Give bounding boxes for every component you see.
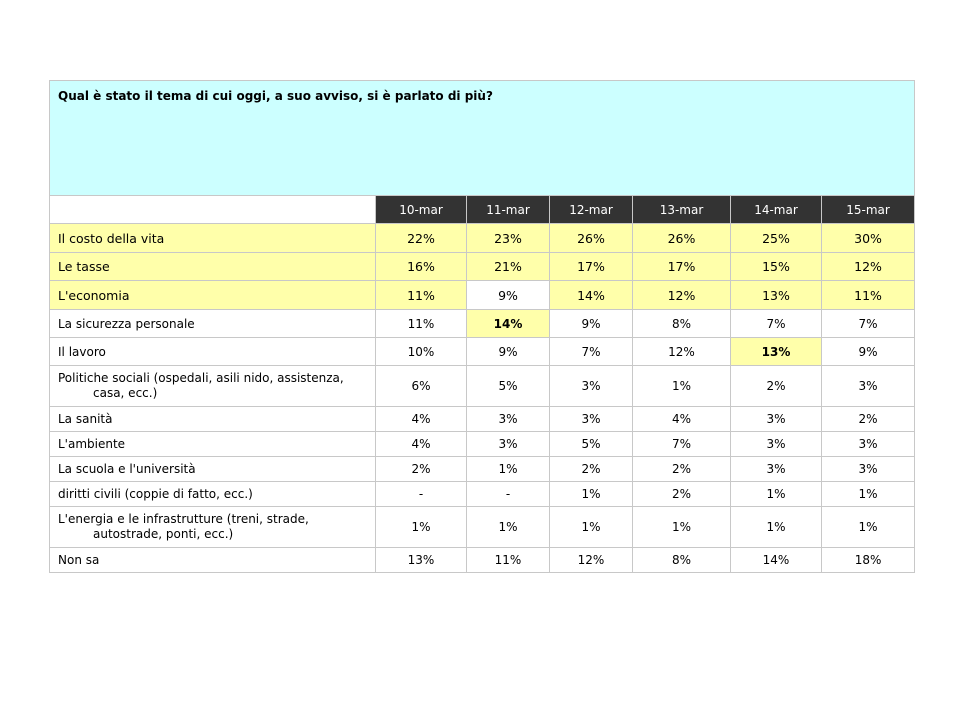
row-label: La scuola e l'università (50, 457, 376, 482)
row-label (50, 507, 376, 548)
value-cell: 25% (731, 224, 822, 253)
value-cell: 1% (376, 507, 467, 548)
value-cell: 7% (633, 432, 731, 457)
table-row (50, 407, 915, 432)
row-label: L'economia (50, 281, 376, 310)
survey-table (49, 80, 915, 573)
table-row (50, 281, 915, 310)
row-label: Le tasse (50, 253, 376, 281)
value-cell: 13% (731, 338, 822, 366)
question-row (50, 81, 915, 196)
value-cell: 2% (633, 457, 731, 482)
value-cell: 2% (822, 407, 915, 432)
value-cell: 12% (550, 548, 633, 573)
value-cell: 9% (822, 338, 915, 366)
value-cell: 4% (633, 407, 731, 432)
value-cell: 22% (376, 224, 467, 253)
value-cell: 4% (376, 432, 467, 457)
value-cell: 10% (376, 338, 467, 366)
value-cell: 18% (822, 548, 915, 573)
value-cell: 1% (822, 482, 915, 507)
value-cell: 2% (550, 457, 633, 482)
value-cell: 2% (731, 366, 822, 407)
value-cell: 13% (376, 548, 467, 573)
row-label: Il lavoro (50, 338, 376, 366)
value-cell: 3% (731, 457, 822, 482)
value-cell: 1% (467, 507, 550, 548)
table-row (50, 253, 915, 281)
table-row (50, 457, 915, 482)
value-cell: 4% (376, 407, 467, 432)
value-cell: 1% (633, 507, 731, 548)
value-cell: 14% (550, 281, 633, 310)
value-cell: 3% (731, 407, 822, 432)
value-cell: 1% (731, 507, 822, 548)
row-label-line-1: Politiche sociali (ospedali, asili nido, assistenza, (58, 371, 344, 385)
header-row (50, 196, 915, 224)
value-cell: 3% (550, 366, 633, 407)
row-label: La sanità (50, 407, 376, 432)
value-cell: 26% (633, 224, 731, 253)
value-cell: 11% (376, 281, 467, 310)
value-cell: 5% (550, 432, 633, 457)
value-cell: 3% (550, 407, 633, 432)
value-cell: 3% (731, 432, 822, 457)
row-label: Non sa (50, 548, 376, 573)
value-cell: 23% (467, 224, 550, 253)
value-cell: 16% (376, 253, 467, 281)
value-cell: 3% (822, 432, 915, 457)
value-cell: 8% (633, 548, 731, 573)
value-cell: 11% (822, 281, 915, 310)
value-cell: 12% (822, 253, 915, 281)
row-label: diritti civili (coppie di fatto, ecc.) (50, 482, 376, 507)
value-cell: 30% (822, 224, 915, 253)
value-cell: 3% (822, 366, 915, 407)
value-cell: 12% (633, 281, 731, 310)
table-row (50, 338, 915, 366)
value-cell: 21% (467, 253, 550, 281)
row-label (50, 366, 376, 407)
table-row (50, 432, 915, 457)
value-cell: 17% (633, 253, 731, 281)
value-cell: 8% (633, 310, 731, 338)
table-row (50, 507, 915, 548)
value-cell: 7% (731, 310, 822, 338)
column-header-6: 15-mar (822, 196, 915, 224)
value-cell: - (467, 482, 550, 507)
value-cell: 1% (550, 482, 633, 507)
row-label-line-2: casa, ecc.) (93, 386, 158, 400)
column-header-1: 10-mar (376, 196, 467, 224)
header-blank-cell (50, 196, 376, 224)
row-label-line-1: L'energia e le infrastrutture (treni, strade, (58, 512, 309, 526)
value-cell: 11% (376, 310, 467, 338)
value-cell: 12% (633, 338, 731, 366)
value-cell: 9% (467, 338, 550, 366)
value-cell: 1% (731, 482, 822, 507)
value-cell: 15% (731, 253, 822, 281)
table-row (50, 482, 915, 507)
row-label: La sicurezza personale (50, 310, 376, 338)
column-header-5: 14-mar (731, 196, 822, 224)
value-cell: 7% (550, 338, 633, 366)
value-cell: 17% (550, 253, 633, 281)
value-cell: 7% (822, 310, 915, 338)
value-cell: 26% (550, 224, 633, 253)
value-cell: 2% (633, 482, 731, 507)
value-cell: 2% (376, 457, 467, 482)
value-cell: 9% (550, 310, 633, 338)
value-cell: 6% (376, 366, 467, 407)
column-header-3: 12-mar (550, 196, 633, 224)
value-cell: 5% (467, 366, 550, 407)
value-cell: 14% (731, 548, 822, 573)
table-row (50, 366, 915, 407)
value-cell: 11% (467, 548, 550, 573)
value-cell: 1% (633, 366, 731, 407)
column-header-4: 13-mar (633, 196, 731, 224)
value-cell: 3% (467, 432, 550, 457)
value-cell: 9% (467, 281, 550, 310)
value-cell: 14% (467, 310, 550, 338)
row-label-line-2: autostrade, ponti, ecc.) (93, 527, 234, 541)
value-cell: 1% (822, 507, 915, 548)
value-cell: 13% (731, 281, 822, 310)
table-row (50, 310, 915, 338)
value-cell: 3% (822, 457, 915, 482)
row-label: L'ambiente (50, 432, 376, 457)
value-cell: 1% (550, 507, 633, 548)
table-body (50, 224, 915, 573)
question-title: Qual è stato il tema di cui oggi, a suo avviso, si è parlato di più? (50, 81, 915, 196)
value-cell: 1% (467, 457, 550, 482)
column-header-2: 11-mar (467, 196, 550, 224)
table-row (50, 224, 915, 253)
value-cell: - (376, 482, 467, 507)
value-cell: 3% (467, 407, 550, 432)
table-row (50, 548, 915, 573)
row-label: Il costo della vita (50, 224, 376, 253)
